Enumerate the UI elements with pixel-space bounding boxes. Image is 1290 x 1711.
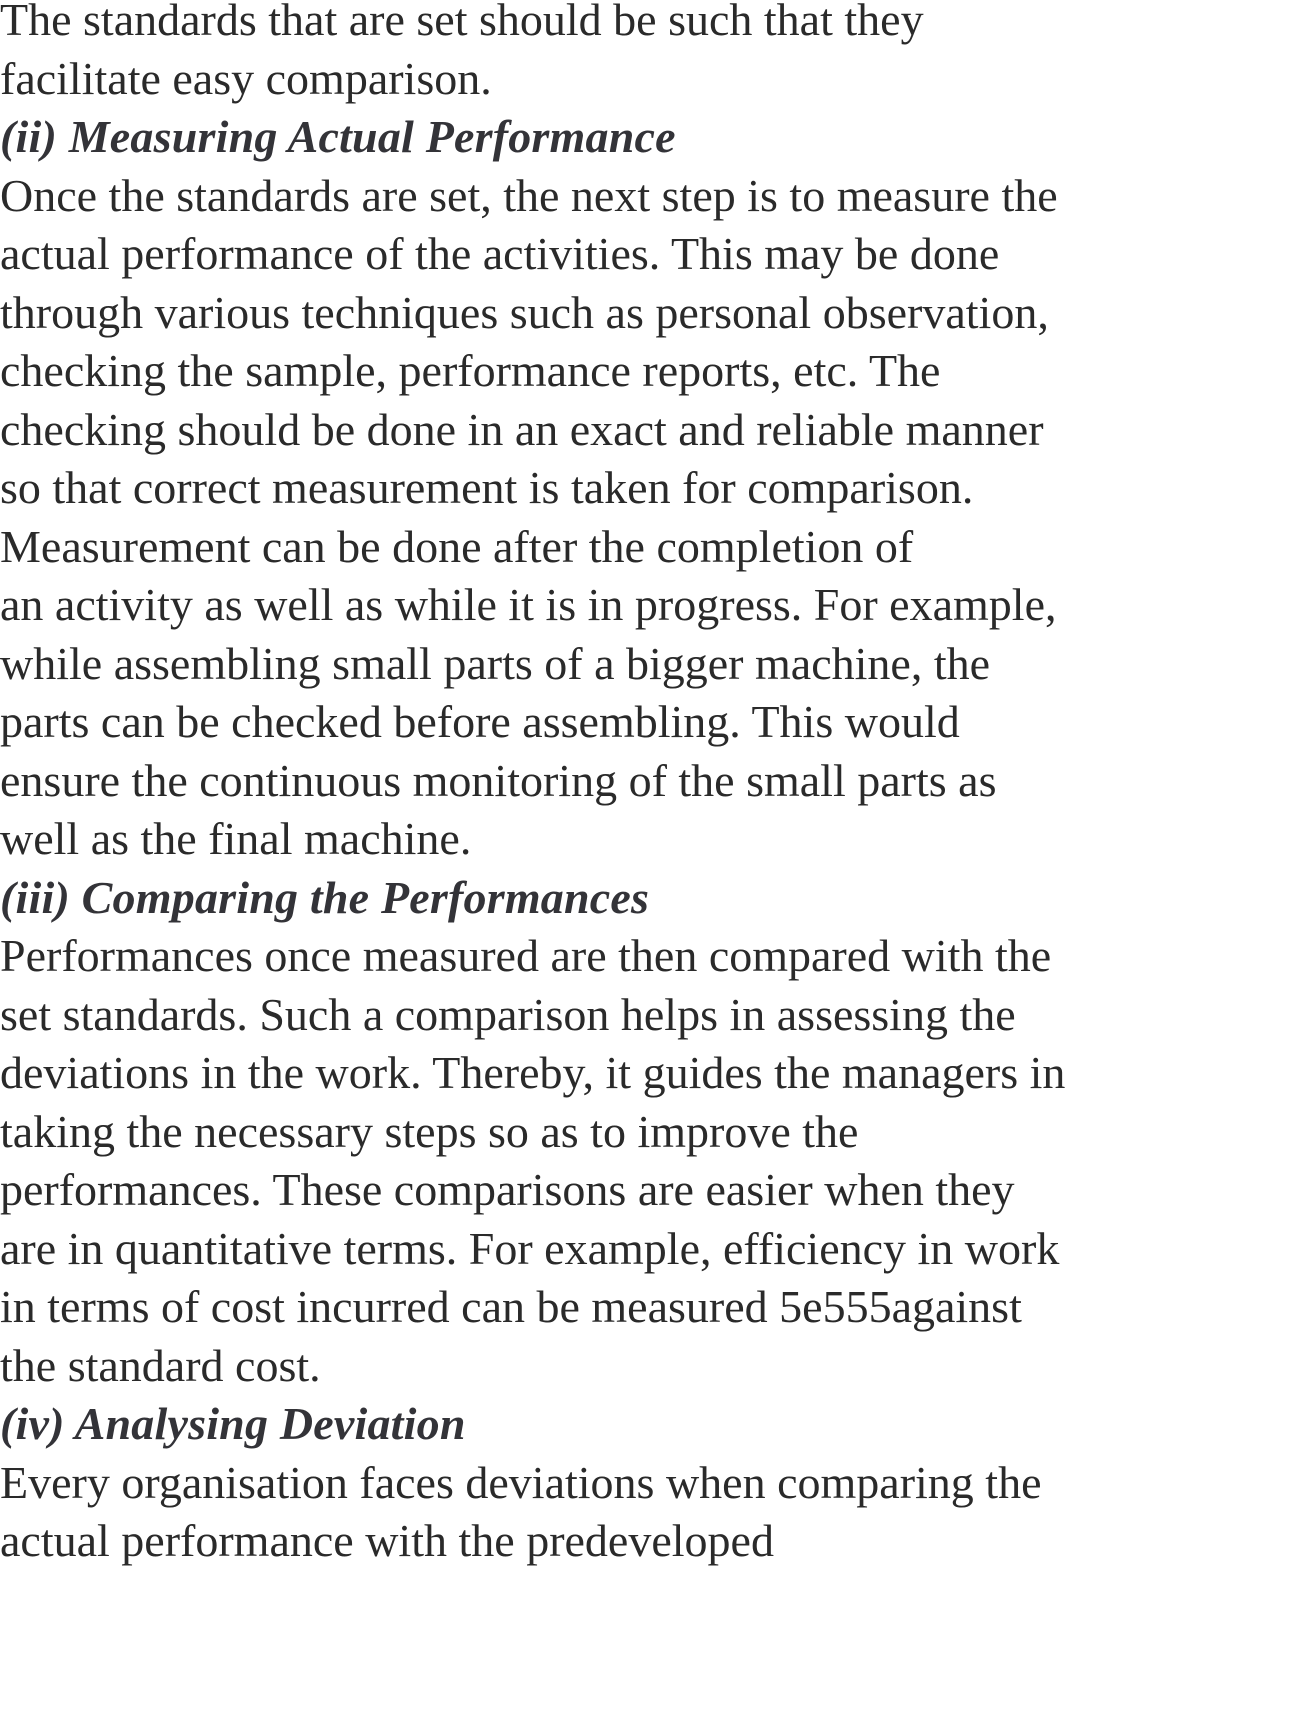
paragraph-line: taking the necessary steps so as to improve the — [0, 1105, 859, 1157]
paragraph-line: checking should be done in an exact and reliable manner — [0, 403, 1044, 455]
paragraph-line: set standards. Such a comparison helps in assessing the — [0, 988, 1016, 1040]
section-heading-analysing: (iv) Analysing Deviation — [0, 1398, 466, 1449]
paragraph-line: performances. These comparisons are easier when they — [0, 1164, 1015, 1215]
paragraph-line: an activity as well as while it is in progress. For example, — [0, 579, 1057, 630]
paragraph-line: The standards that are set should be such that they — [0, 0, 924, 45]
paragraph-line: while assembling small parts of a bigger machine, the — [0, 637, 991, 689]
paragraph-line: so that correct measurement is taken for comparison. — [0, 462, 974, 513]
section-heading-comparing: (iii) Comparing the Performances — [0, 871, 650, 923]
paragraph-line: actual performance with the predeveloped — [0, 1515, 774, 1566]
paragraph-line: parts can be checked before assembling. This would — [0, 696, 960, 747]
paragraph-line: facilitate easy comparison. — [0, 52, 492, 104]
paragraph-line: Every organisation faces deviations when comparing the — [0, 1456, 1042, 1508]
paragraph-line: in terms of cost incurred can be measured 5e555against — [0, 1281, 1022, 1332]
paragraph-line: ensure the continuous monitoring of the small parts as — [0, 754, 997, 806]
paragraph-line: are in quantitative terms. For example, efficiency in work — [0, 1222, 1060, 1274]
paragraph-line: Once the standards are set, the next step is to measure the — [0, 169, 1058, 221]
paragraph-line: actual performance of the activities. This may be done — [0, 228, 1000, 279]
paragraph-line: Performances once measured are then compared with the — [0, 930, 1052, 981]
paragraph-line: deviations in the work. Thereby, it guides the managers in — [0, 1047, 1066, 1098]
paragraph-line: well as the final machine. — [0, 813, 472, 864]
paragraph-line: checking the sample, performance reports, etc. The — [0, 345, 941, 396]
paragraph-line: through various techniques such as personal observation, — [0, 286, 1049, 338]
paragraph-line: the standard cost. — [0, 1339, 321, 1391]
section-heading-measuring: (ii) Measuring Actual Performance — [0, 111, 676, 162]
paragraph-line: Measurement can be done after the completion of — [0, 520, 914, 572]
